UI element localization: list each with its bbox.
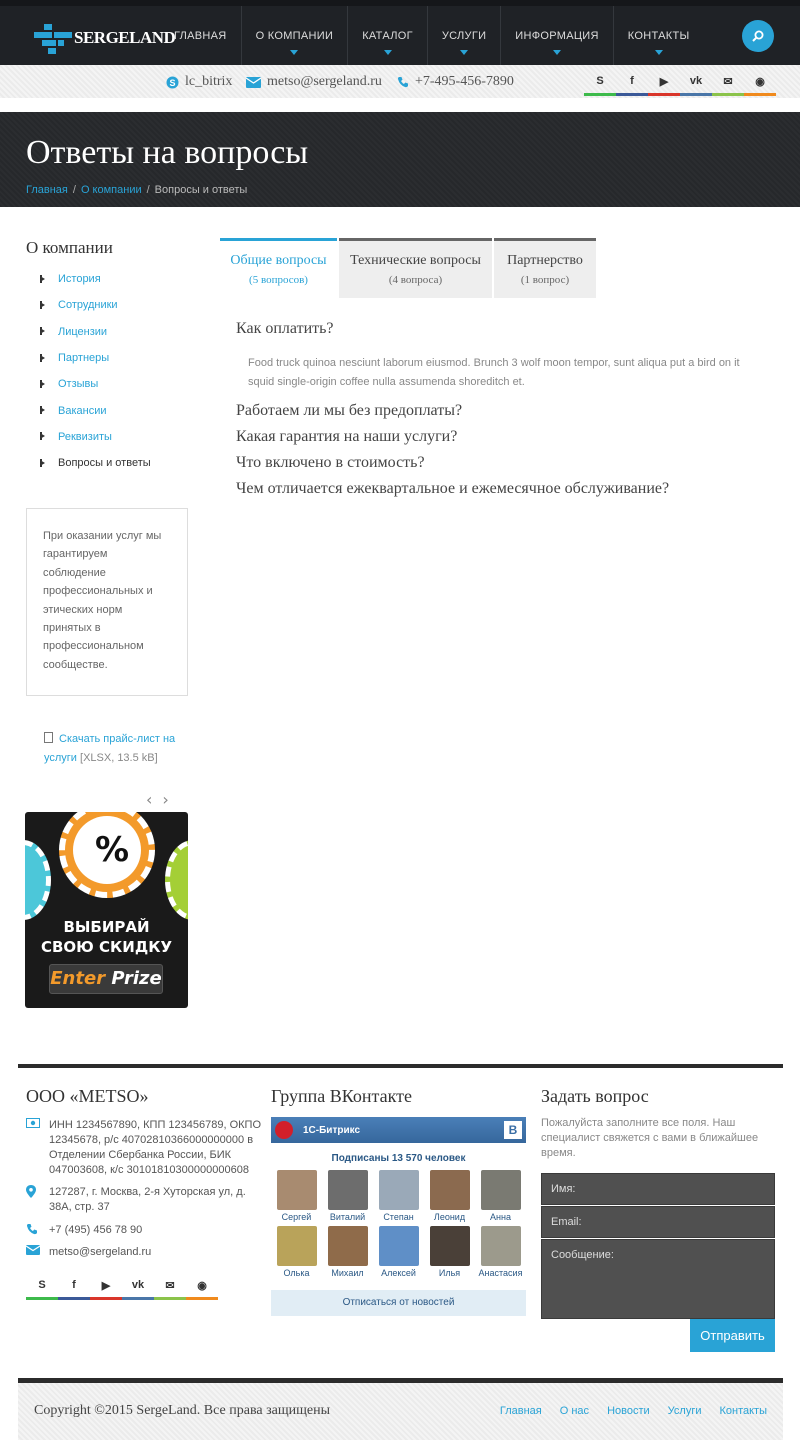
bullet-icon bbox=[40, 459, 49, 468]
mail-icon bbox=[26, 1245, 49, 1260]
promo-btn-a: Enter bbox=[50, 968, 106, 989]
faq-question[interactable]: Какая гарантия на наши услуги? bbox=[236, 428, 458, 445]
social-color-bar bbox=[584, 93, 616, 96]
phone-icon bbox=[26, 1223, 49, 1240]
pricelist-meta: [XLSX, 13.5 kB] bbox=[80, 752, 158, 764]
vk-member[interactable] bbox=[475, 1226, 526, 1278]
logo-mark bbox=[44, 24, 52, 30]
breadcrumb-item[interactable]: О компании bbox=[80, 184, 142, 196]
sidebar-menu bbox=[40, 266, 151, 476]
bullet-icon bbox=[40, 406, 49, 415]
percent-icon: % bbox=[95, 830, 130, 870]
vk-members bbox=[271, 1170, 526, 1278]
sidebar-item-label: Партнеры bbox=[58, 352, 110, 365]
money-icon bbox=[26, 1118, 49, 1178]
promo-button bbox=[49, 964, 163, 994]
footer-social-links bbox=[26, 1272, 218, 1298]
skype-icon: S bbox=[596, 75, 604, 87]
address-text: 127287, г. Москва, 2-я Хуторская ул, д. 38А, стр. 37 bbox=[49, 1186, 246, 1213]
search-button[interactable] bbox=[742, 20, 774, 52]
svg-text:S: S bbox=[169, 77, 176, 88]
footer-address bbox=[26, 1185, 262, 1215]
vk-unsubscribe-button[interactable]: Отписаться от новостей bbox=[271, 1290, 526, 1316]
footer-social-facebook[interactable] bbox=[58, 1272, 90, 1298]
sidebar-item[interactable] bbox=[40, 371, 151, 397]
form-description: Пожалуйста заполните все поля. Наш специалист свяжется с вами в ближайшее время. bbox=[541, 1117, 759, 1159]
social-color-bar bbox=[90, 1297, 122, 1300]
document-icon bbox=[44, 732, 53, 743]
tab-label: Технические вопросы bbox=[350, 253, 481, 268]
caret-down-icon bbox=[460, 50, 468, 55]
nav-item-3[interactable] bbox=[427, 6, 500, 65]
footer-link[interactable]: Главная bbox=[499, 1405, 542, 1417]
social-color-bar bbox=[616, 93, 648, 96]
top-social-mail[interactable] bbox=[712, 68, 744, 94]
footer-link[interactable]: О нас bbox=[559, 1405, 590, 1417]
avatar bbox=[430, 1170, 470, 1210]
vk-member-name: Михаил bbox=[331, 1268, 364, 1278]
sidebar-note: При оказании услуг мы гарантируем соблюдение профессиональных и этических норм принятых в профессиональном сообществе. bbox=[26, 508, 188, 696]
promo-line-1: ВЫБИРАЙ bbox=[63, 918, 150, 936]
logo-mark-part bbox=[42, 40, 56, 46]
email-text[interactable]: metso@sergeland.ru bbox=[49, 1246, 152, 1258]
vk-member[interactable] bbox=[271, 1170, 322, 1222]
sidebar-item[interactable] bbox=[40, 397, 151, 423]
map-marker-icon bbox=[26, 1185, 49, 1215]
top-social-links bbox=[584, 68, 776, 94]
footer-link[interactable]: Контакты bbox=[719, 1405, 767, 1417]
vk-member[interactable] bbox=[373, 1226, 424, 1278]
email-text: metso@sergeland.ru bbox=[267, 74, 382, 89]
vk-member-name: Виталий bbox=[329, 1212, 366, 1222]
top-social-rss[interactable] bbox=[744, 68, 776, 94]
bottom-bar bbox=[18, 1378, 783, 1440]
vk-member[interactable] bbox=[322, 1226, 373, 1278]
sidebar-item[interactable] bbox=[40, 450, 151, 476]
social-color-bar bbox=[186, 1297, 218, 1300]
promo-line-2: СВОЮ СКИДКУ bbox=[40, 938, 173, 956]
sidebar-item[interactable] bbox=[40, 292, 151, 318]
carousel-arrows bbox=[146, 790, 169, 809]
facebook-icon: f bbox=[630, 75, 634, 87]
vk-member[interactable] bbox=[271, 1226, 322, 1278]
rss-icon: ◉ bbox=[197, 1279, 207, 1292]
chevron-right-icon[interactable]: › bbox=[162, 790, 169, 809]
vk-member-name: Анастасия bbox=[478, 1268, 523, 1278]
avatar bbox=[277, 1170, 317, 1210]
sidebar-item-label: Вопросы и ответы bbox=[58, 457, 151, 470]
tab-count: (5 вопросов) bbox=[249, 274, 308, 286]
logo-text: SERGELAND bbox=[74, 28, 176, 47]
vk-member-name: Илья bbox=[438, 1268, 461, 1278]
avatar bbox=[328, 1226, 368, 1266]
footer-link[interactable]: Услуги bbox=[667, 1405, 702, 1417]
mail-icon bbox=[246, 77, 261, 88]
footer-divider bbox=[18, 1064, 783, 1068]
vk-header[interactable] bbox=[271, 1117, 526, 1143]
skype-text: lc_bitrix bbox=[185, 74, 233, 89]
social-color-bar bbox=[26, 1297, 58, 1300]
caret-down-icon bbox=[553, 50, 561, 55]
skype-icon bbox=[166, 76, 179, 89]
chevron-left-icon[interactable]: ‹ bbox=[146, 790, 153, 809]
avatar bbox=[328, 1170, 368, 1210]
caret-down-icon bbox=[384, 50, 392, 55]
nav-item-0[interactable] bbox=[160, 6, 241, 65]
avatar bbox=[430, 1226, 470, 1266]
vk-member-name: Алексей bbox=[381, 1268, 416, 1278]
vk-member-name: Сергей bbox=[281, 1212, 312, 1222]
top-navbar bbox=[0, 0, 800, 65]
left-chip bbox=[25, 840, 51, 920]
sidebar-item-label: Сотрудники bbox=[58, 299, 118, 312]
vk-member[interactable] bbox=[475, 1170, 526, 1222]
breadcrumb-separator: / bbox=[146, 184, 150, 196]
nav-item-label: О КОМПАНИИ bbox=[255, 29, 334, 42]
page-title: Ответы на вопросы bbox=[26, 134, 309, 171]
logo-mark-part bbox=[54, 32, 72, 38]
site-logo[interactable] bbox=[34, 24, 176, 54]
social-color-bar bbox=[58, 1297, 90, 1300]
bullet-icon bbox=[40, 327, 49, 336]
faq-question[interactable]: Как оплатить? bbox=[236, 320, 334, 337]
social-color-bar bbox=[744, 93, 776, 96]
faq-question[interactable]: Чем отличается ежеквартальное и ежемесячное обслуживание? bbox=[236, 480, 670, 497]
avatar bbox=[481, 1226, 521, 1266]
sidebar-item[interactable] bbox=[40, 345, 151, 371]
skype-icon: S bbox=[38, 1279, 46, 1291]
youtube-icon: ▶ bbox=[101, 1279, 111, 1292]
page-header bbox=[0, 112, 800, 207]
footer-email bbox=[26, 1245, 262, 1260]
phone-text: +7 (495) 456 78 90 bbox=[49, 1224, 143, 1236]
logo-mark-part bbox=[48, 48, 56, 54]
nav-item-label: УСЛУГИ bbox=[441, 29, 487, 42]
sidebar-title: О компании bbox=[26, 238, 113, 257]
sidebar-item[interactable] bbox=[40, 266, 151, 292]
promo-banner[interactable] bbox=[25, 812, 188, 1008]
message-textarea[interactable]: Сообщение: bbox=[541, 1239, 775, 1319]
bullet-icon bbox=[40, 380, 49, 389]
nav-item-label: ИНФОРМАЦИЯ bbox=[515, 29, 599, 42]
email-contact[interactable] bbox=[246, 74, 382, 90]
youtube-icon: ▶ bbox=[659, 75, 669, 88]
sidebar-item-label: Вакансии bbox=[58, 404, 107, 417]
vk-member[interactable] bbox=[373, 1170, 424, 1222]
vk-widget bbox=[271, 1117, 526, 1317]
tab-label: Общие вопросы bbox=[230, 253, 327, 268]
nav-item-label: КОНТАКТЫ bbox=[627, 29, 690, 42]
search-icon bbox=[751, 29, 765, 43]
vk-icon: vk bbox=[689, 75, 703, 87]
tab-count: (1 вопрос) bbox=[520, 274, 570, 286]
avatar bbox=[277, 1226, 317, 1266]
vk-member-name: Олька bbox=[283, 1268, 310, 1278]
bullet-icon bbox=[40, 301, 49, 310]
phone-contact[interactable] bbox=[397, 74, 514, 90]
main-nav bbox=[160, 6, 704, 65]
breadcrumb bbox=[26, 184, 247, 196]
vk-icon: B bbox=[504, 1121, 522, 1139]
vk-member[interactable] bbox=[424, 1170, 475, 1222]
nav-item-5[interactable] bbox=[613, 6, 704, 65]
footer-links bbox=[500, 1405, 767, 1417]
footer-phone bbox=[26, 1223, 262, 1240]
sidebar-item-label: Лицензии bbox=[58, 325, 108, 338]
vk-member-name: Леонид bbox=[433, 1212, 466, 1222]
avatar bbox=[379, 1226, 419, 1266]
tab-1[interactable] bbox=[339, 238, 492, 298]
nav-item-label: КАТАЛОГ bbox=[362, 29, 413, 42]
pricelist-link[interactable]: Скачать прайс-лист на услуги bbox=[44, 733, 176, 764]
phone-text: +7-495-456-7890 bbox=[415, 74, 514, 89]
vk-member-name: Степан bbox=[383, 1212, 414, 1222]
social-color-bar bbox=[122, 1297, 154, 1300]
tab-label: Партнерство bbox=[507, 253, 583, 268]
footer-requisites bbox=[26, 1118, 262, 1178]
footer-social-skype[interactable] bbox=[26, 1272, 58, 1298]
breadcrumb-separator: / bbox=[72, 184, 76, 196]
footer-social-mail[interactable] bbox=[154, 1272, 186, 1298]
faq-answer: Food truck quinoa nesciunt laborum eiusmod. Brunch 3 wolf moon tempor, sunt aliqua put a bird on it squid single-origin coffee nulla assumenda shoreditch et. bbox=[248, 357, 740, 388]
sidebar-item[interactable] bbox=[40, 424, 151, 450]
footer-company-title: ООО «METSO» bbox=[26, 1086, 149, 1106]
faq-tabs bbox=[220, 238, 598, 298]
nav-item-1[interactable] bbox=[241, 6, 348, 65]
vk-subscribers: Подписаны 13 570 человек bbox=[331, 1153, 466, 1164]
caret-down-icon bbox=[655, 50, 663, 55]
sidebar-item[interactable] bbox=[40, 319, 151, 345]
copyright: Copyright ©2015 SergeLand. Все права защищены bbox=[34, 1403, 330, 1418]
vk-member[interactable] bbox=[322, 1170, 373, 1222]
tab-count: (4 вопроса) bbox=[388, 274, 443, 286]
promo-btn-b: Prize bbox=[111, 968, 162, 989]
email-input[interactable]: Email: bbox=[541, 1206, 775, 1238]
mail-icon: ✉ bbox=[723, 75, 733, 88]
footer-social-vk[interactable] bbox=[122, 1272, 154, 1298]
sidebar-item-label: Реквизиты bbox=[58, 430, 112, 443]
footer-form-title: Задать вопрос bbox=[541, 1086, 649, 1106]
phone-icon bbox=[397, 76, 409, 88]
footer-social-youtube[interactable] bbox=[90, 1272, 122, 1298]
contact-bar bbox=[0, 65, 800, 98]
faq-question[interactable]: Что включено в стоимость? bbox=[236, 454, 425, 471]
rss-icon: ◉ bbox=[755, 75, 765, 88]
vk-group-name: 1С-Битрикс bbox=[303, 1124, 361, 1136]
requisites-text: ИНН 1234567890, КПП 123456789, ОКПО 12345678, р/с 40702810366000000000 в Отделении Сбербанка России, БИК 047003608, к/с 30101810300000000608 bbox=[49, 1119, 262, 1176]
social-color-bar bbox=[154, 1297, 186, 1300]
breadcrumb-item[interactable]: Главная bbox=[26, 184, 68, 196]
avatar bbox=[379, 1170, 419, 1210]
bullet-icon bbox=[40, 432, 49, 441]
social-color-bar bbox=[680, 93, 712, 96]
bullet-icon bbox=[40, 354, 49, 363]
social-color-bar bbox=[648, 93, 680, 96]
pricelist-download bbox=[44, 730, 194, 768]
mail-icon: ✉ bbox=[165, 1279, 175, 1292]
logo-mark-part bbox=[34, 32, 52, 38]
logo-mark-part bbox=[58, 40, 64, 46]
top-social-vk[interactable] bbox=[680, 68, 712, 94]
sidebar-item-label: История bbox=[58, 273, 101, 286]
bitrix-logo-icon bbox=[275, 1121, 293, 1139]
nav-item-2[interactable] bbox=[347, 6, 427, 65]
skype-contact[interactable] bbox=[166, 74, 232, 90]
footer-social-rss[interactable] bbox=[186, 1272, 218, 1298]
top-social-facebook[interactable] bbox=[616, 68, 648, 94]
facebook-icon: f bbox=[72, 1279, 76, 1291]
avatar bbox=[481, 1170, 521, 1210]
name-input[interactable]: Имя: bbox=[541, 1173, 775, 1205]
tab-0[interactable] bbox=[220, 238, 337, 298]
caret-down-icon bbox=[290, 50, 298, 55]
promo-text bbox=[25, 917, 188, 957]
vk-member-name: Анна bbox=[490, 1212, 511, 1222]
sidebar-item-label: Отзывы bbox=[58, 378, 99, 391]
submit-button[interactable]: Отправить bbox=[690, 1319, 775, 1352]
faq-question[interactable]: Работаем ли мы без предоплаты? bbox=[236, 402, 463, 419]
footer-link[interactable]: Новости bbox=[607, 1405, 650, 1417]
tab-2[interactable] bbox=[494, 238, 596, 298]
vk-member[interactable] bbox=[424, 1226, 475, 1278]
breadcrumb-item: Вопросы и ответы bbox=[154, 184, 248, 196]
right-chip bbox=[165, 840, 188, 920]
nav-item-label: ГЛАВНАЯ bbox=[174, 29, 227, 42]
nav-item-4[interactable] bbox=[500, 6, 612, 65]
top-social-skype[interactable] bbox=[584, 68, 616, 94]
social-color-bar bbox=[712, 93, 744, 96]
top-social-youtube[interactable] bbox=[648, 68, 680, 94]
vk-icon: vk bbox=[131, 1279, 145, 1291]
bullet-icon bbox=[40, 275, 49, 284]
faq-list bbox=[236, 320, 756, 506]
footer-vk-title: Группа ВКонтакте bbox=[271, 1086, 412, 1106]
